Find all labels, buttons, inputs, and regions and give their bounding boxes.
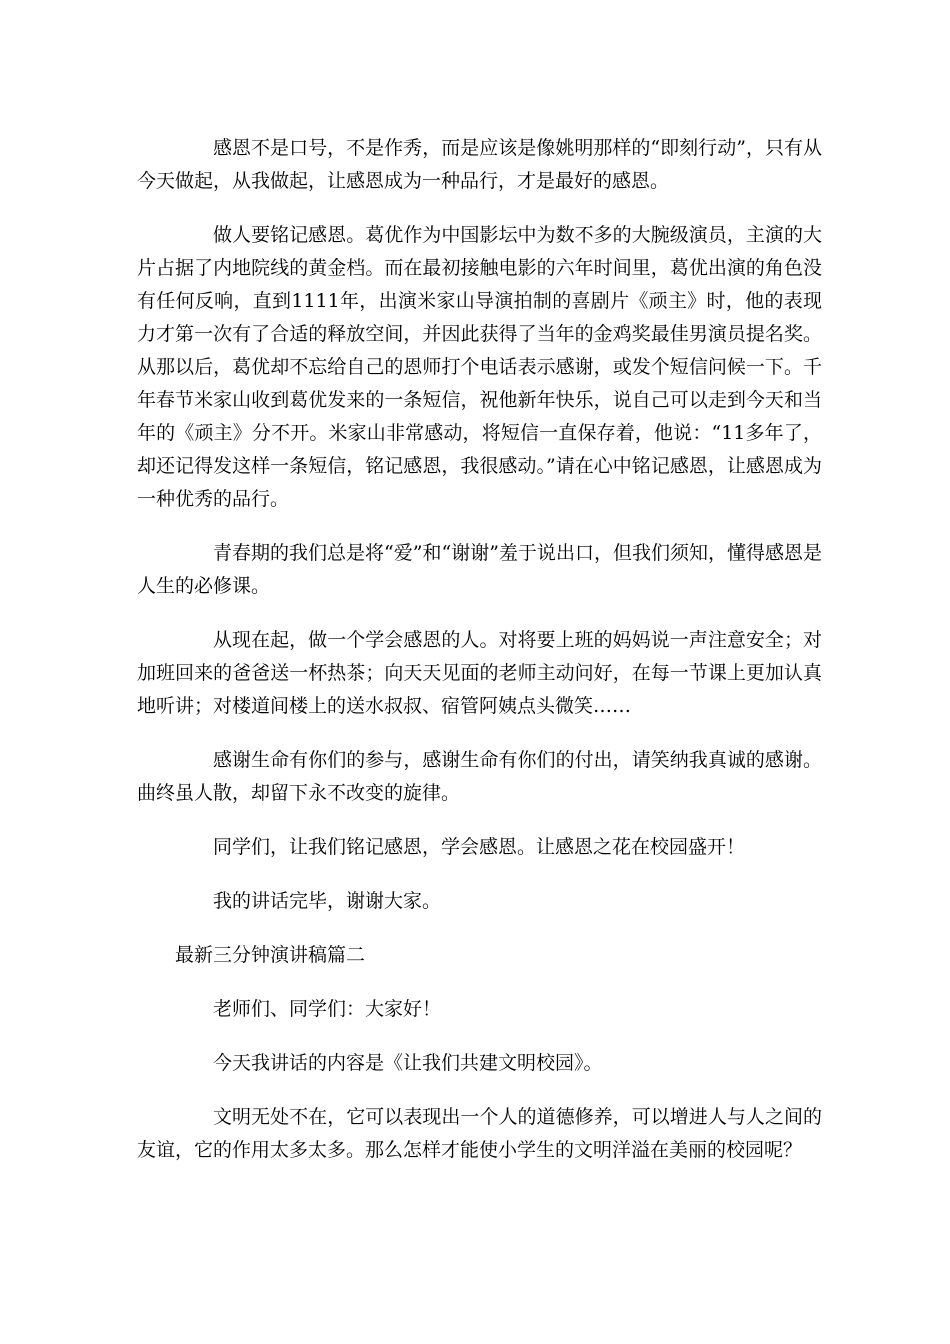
paragraph-civility: 文明无处不在，它可以表现出一个人的道德修养，可以增进人与人之间的友谊，它的作用太多太多。那么怎样才能使小学生的文明洋溢在美丽的校园呢？ <box>137 1106 822 1161</box>
section-heading: 最新三分钟演讲稿篇二 <box>175 944 366 966</box>
paragraph-topic: 今天我讲话的内容是《让我们共建文明校园》。 <box>213 1052 603 1074</box>
paragraph-thanks-life: 感谢生命有你们的参与，感谢生命有你们的付出，请笑纳我真诚的感谢。曲终虽人散，却留下永不改变的旋律。 <box>137 749 822 804</box>
paragraph-adolescence: 青春期的我们总是将“爱”和“谢谢”羞于说出口，但我们须知，懂得感恩是人生的必修课。 <box>137 542 822 597</box>
paragraph-ge-you-story: 做人要铭记感恩。葛优作为中国影坛中为数不多的大腕级演员，主演的大片占据了内地院线的黄金档。而在最初接触电影的六年时间里，葛优出演的角色没有任何反响，直到1111年，出演米家山导演拍制的喜剧片《顽主》时，他的表现力才第一次有了合适的释放空间，并因此获得了当年的金鸡奖最佳男演员提名奖。从那以后，葛优却不忘给自己的恩师打个电话表示感谢，或发个短信问候一下。千年春节米家山收到葛优发来的一条短信，祝他新年快乐，说自己可以走到今天和当年的《顽主》分不开。米家山非常感动，将短信一直保存着，他说：“11多年了，却还记得发这样一条短信，铭记感恩，我很感动。”请在心中铭记感恩，让感恩成为一种优秀的品行。 <box>137 224 822 510</box>
paragraph-classmates: 同学们，让我们铭记感恩，学会感恩。让感恩之花在校园盛开！ <box>213 836 746 858</box>
paragraph-greeting: 老师们、同学们：大家好！ <box>213 998 442 1020</box>
paragraph-closing: 我的讲话完毕，谢谢大家。 <box>213 890 442 912</box>
document-body <box>137 132 822 1188</box>
paragraph-from-now-on: 从现在起，做一个学会感恩的人。对将要上班的妈妈说一声注意安全；对加班回来的爸爸送一杯热茶；向天天见面的老师主动问好，在每一节课上更加认真地听讲；对楼道间楼上的送水叔叔、宿管阿姨点头微笑…… <box>137 629 822 717</box>
paragraph-gratitude-action: 感恩不是口号，不是作秀，而是应该是像姚明那样的“即刻行动”，只有从今天做起，从我做起，让感恩成为一种品行，才是最好的感恩。 <box>137 137 822 192</box>
